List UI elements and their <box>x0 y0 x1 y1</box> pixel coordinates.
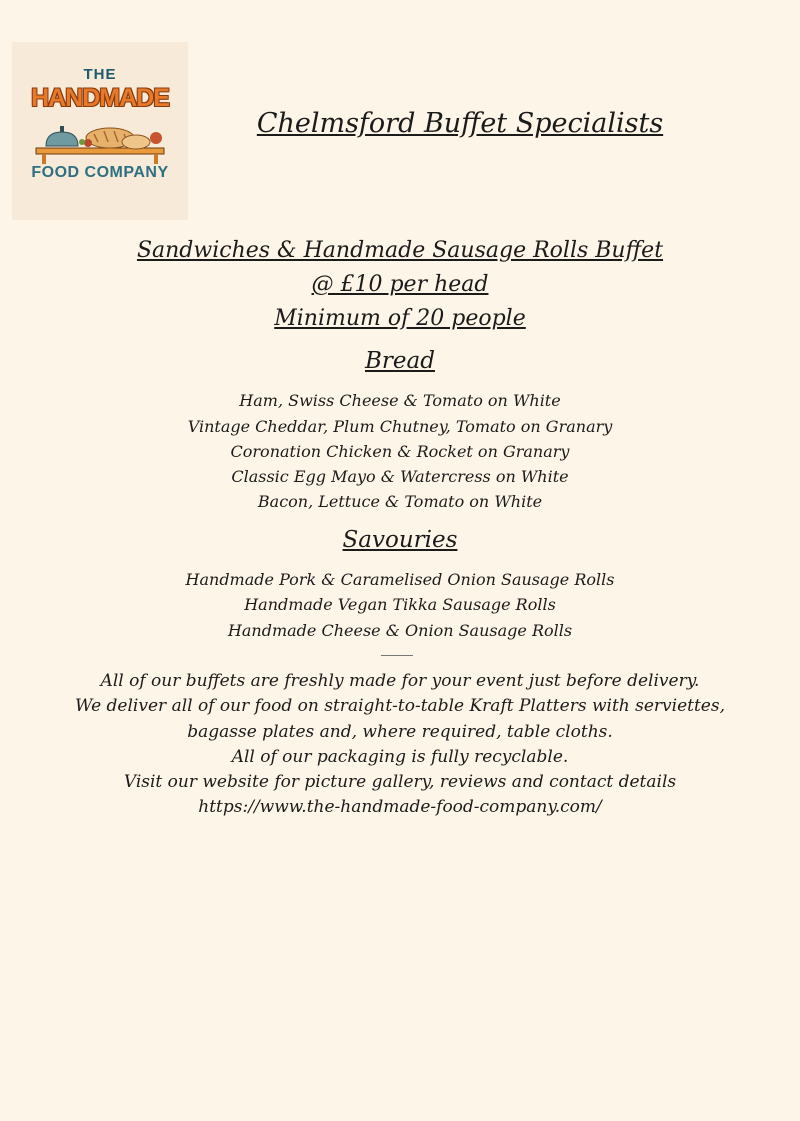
footer-line: All of our packaging is fully recyclable. <box>231 747 569 767</box>
bread-item: Bacon, Lettuce & Tomato on White <box>257 492 543 511</box>
offer-price: @ £10 per head <box>311 272 489 297</box>
offer-minimum: Minimum of 20 people <box>274 306 526 331</box>
company-logo <box>12 42 188 220</box>
savoury-item: Handmade Vegan Tikka Sausage Rolls <box>244 595 556 614</box>
food-tray-icon <box>32 112 168 164</box>
savoury-item: Handmade Pork & Caramelised Onion Sausage Rolls <box>185 570 615 589</box>
page-title: Chelmsford Buffet Specialists <box>256 108 664 139</box>
bread-item: Classic Egg Mayo & Watercress on White <box>231 467 569 486</box>
website-link[interactable]: https://www.the-handmade-food-company.com/ <box>198 797 602 817</box>
section-divider <box>381 655 413 656</box>
logo-the-text: THE <box>83 66 117 83</box>
footer-line: We deliver all of our food on straight-to-table Kraft Platters with serviettes, <box>75 696 725 716</box>
footer-line: Visit our website for picture gallery, reviews and contact details <box>123 772 677 792</box>
bread-item: Vintage Cheddar, Plum Chutney, Tomato on Granary <box>187 417 613 436</box>
footer-line: bagasse plates and, where required, table cloths. <box>187 722 613 742</box>
bread-section-title: Bread <box>365 348 435 374</box>
logo-food-company-text: FOOD COMPANY <box>31 164 169 181</box>
bread-item: Ham, Swiss Cheese & Tomato on White <box>239 391 561 410</box>
footer-line: All of our buffets are freshly made for your event just before delivery. <box>100 671 700 691</box>
savoury-item: Handmade Cheese & Onion Sausage Rolls <box>227 621 573 640</box>
logo-handmade-text: HANDMADE <box>31 84 169 112</box>
bread-item: Coronation Chicken & Rocket on Granary <box>230 442 570 461</box>
savouries-section-title: Savouries <box>342 527 458 553</box>
offer-name: Sandwiches & Handmade Sausage Rolls Buffet <box>136 238 664 263</box>
